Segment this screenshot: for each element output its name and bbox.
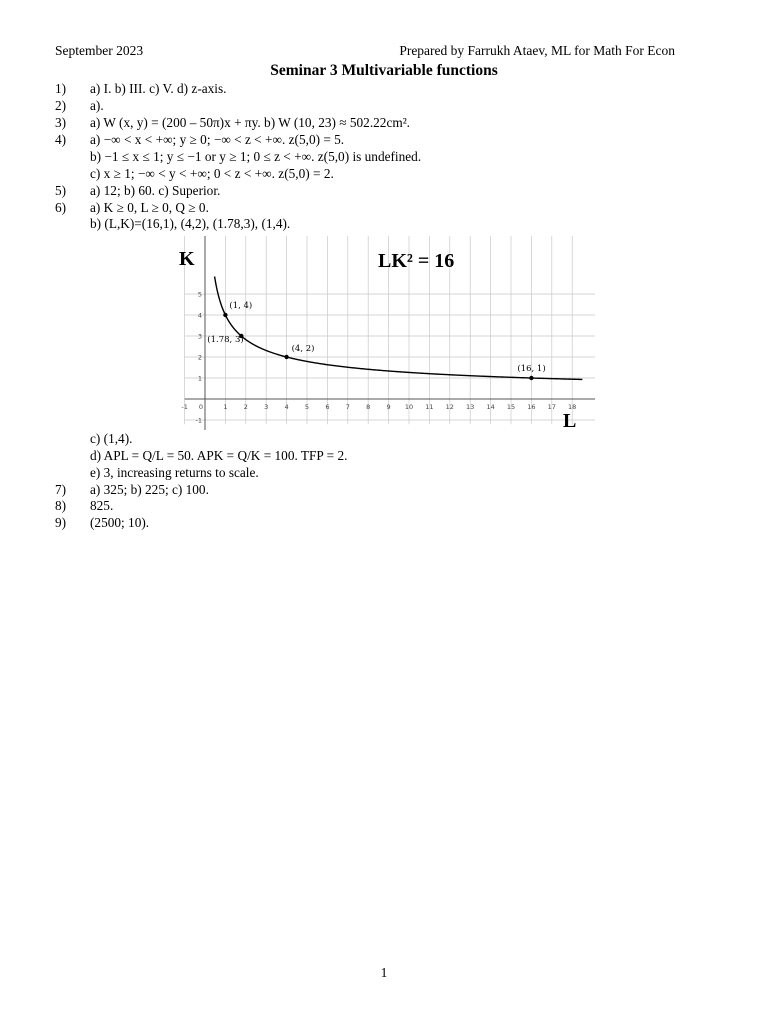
data-label: (1, 4) <box>229 301 253 311</box>
answer-number: 8) <box>55 498 67 513</box>
x-tick-label: 1 <box>223 403 228 411</box>
answer-text: a). <box>90 98 104 113</box>
x-tick-label: 10 <box>404 403 414 411</box>
answer-text: c) x ≥ 1; −∞ < y < +∞; 0 < z < +∞. z(5,0) = 2. <box>90 166 334 181</box>
answer-text: a) 12; b) 60. c) Superior. <box>90 183 221 198</box>
data-point <box>223 313 227 317</box>
answer-text: a) −∞ < x < +∞; y ≥ 0; −∞ < z < +∞. z(5,0) = 5. <box>90 132 345 147</box>
chart-points <box>207 300 545 380</box>
x-tick-label: 11 <box>425 403 434 411</box>
answer-text: e) 3, increasing returns to scale. <box>90 465 259 480</box>
x-tick-label: 2 <box>243 403 248 411</box>
answer-number: 3) <box>55 115 67 130</box>
origin-tick-label: 0 <box>198 403 204 411</box>
page-title: Seminar 3 Multivariable functions <box>270 62 498 79</box>
data-label: (4, 2) <box>291 344 315 354</box>
y-tick-label: 1 <box>197 374 202 383</box>
x-tick-label: 15 <box>506 403 516 411</box>
data-label: (1.78, 3) <box>207 335 244 345</box>
answer-number: 5) <box>55 183 67 198</box>
y-tick-label: -1 <box>195 416 202 425</box>
x-axis-label: L <box>563 410 577 432</box>
isoquant-chart <box>175 232 595 432</box>
y-tick-label: 3 <box>197 332 202 341</box>
data-label: (16, 1) <box>517 364 546 374</box>
answer-text: d) APL = Q/L = 50. APK = Q/K = 100. TFP = 2. <box>90 448 348 463</box>
x-tick-label: 16 <box>527 403 536 411</box>
answer-number: 6) <box>55 200 67 215</box>
answer-text: a) 325; b) 225; c) 100. <box>90 482 209 497</box>
x-tick-label: 6 <box>325 403 330 411</box>
data-point <box>529 376 533 380</box>
answer-text: c) (1,4). <box>90 431 133 446</box>
answer-text: (2500; 10). <box>90 515 150 530</box>
x-tick-label: 9 <box>386 403 391 411</box>
answer-text: a) I. b) III. c) V. d) z-axis. <box>90 81 227 96</box>
answer-number: 9) <box>55 515 67 530</box>
y-tick-label: 5 <box>197 290 202 299</box>
x-tick-label: 3 <box>264 403 269 411</box>
chart-title: LK² = 16 <box>378 250 455 272</box>
answer-text: b) −1 ≤ x ≤ 1; y ≤ −1 or y ≥ 1; 0 ≤ z < +∞. z(5,0) is undefined. <box>90 149 422 164</box>
answer-number: 7) <box>55 482 67 497</box>
answer-number: 4) <box>55 132 67 147</box>
x-tick-label: -1 <box>181 403 188 411</box>
answer-text: b) (L,K)=(16,1), (4,2), (1.78,3), (1,4). <box>90 216 291 231</box>
x-tick-label: 12 <box>445 403 454 411</box>
data-point <box>284 355 288 359</box>
header-date: September 2023 <box>55 43 144 58</box>
x-tick-label: 17 <box>547 403 556 411</box>
answer-text: a) W (x, y) = (200 – 50π)x + πy. b) W (10, 23) ≈ 502.22cm². <box>90 115 411 130</box>
y-tick-label: 4 <box>197 311 202 320</box>
x-tick-label: 5 <box>304 403 310 411</box>
header-author: Prepared by Farrukh Ataev, ML for Math For Econ <box>399 43 675 58</box>
page-number: 1 <box>380 965 388 980</box>
x-tick-label: 7 <box>345 403 350 411</box>
y-tick-label: 2 <box>197 353 202 362</box>
answer-number: 2) <box>55 98 67 113</box>
y-axis-label: K <box>179 248 195 270</box>
x-tick-label: 18 <box>568 403 577 411</box>
x-tick-label: 14 <box>486 403 495 411</box>
x-tick-label: 8 <box>366 403 371 411</box>
answer-text: a) K ≥ 0, L ≥ 0, Q ≥ 0. <box>90 200 209 215</box>
x-tick-label: 4 <box>284 403 289 411</box>
answer-number: 1) <box>55 81 67 96</box>
answer-text: 825. <box>90 498 114 513</box>
x-tick-label: 13 <box>466 403 475 411</box>
